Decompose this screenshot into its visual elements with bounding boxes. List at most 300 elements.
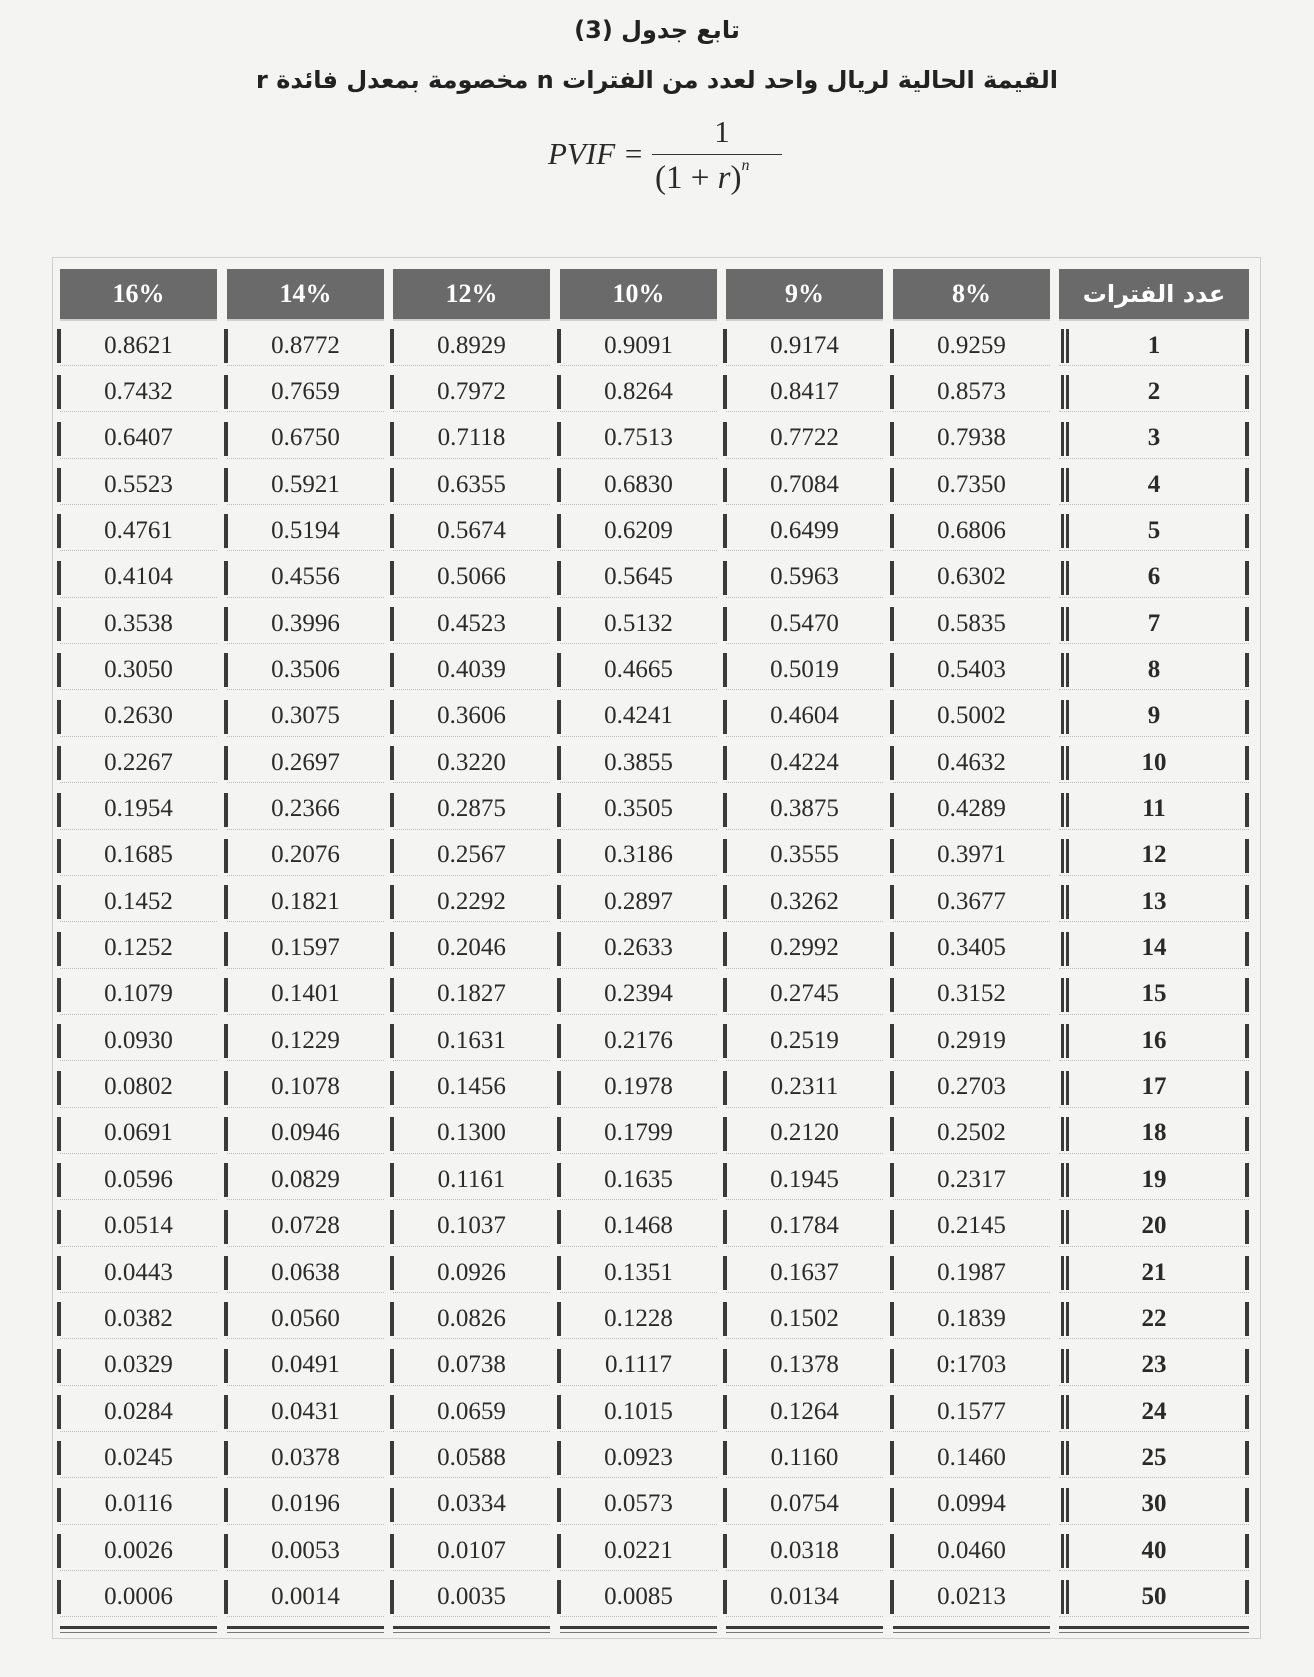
cell-border [390, 700, 394, 734]
cell-border [557, 1534, 561, 1568]
cell-border [1061, 1488, 1064, 1522]
pvif-value: 0.3875 [770, 795, 839, 822]
pvif-value-cell [560, 697, 717, 737]
cell-border [390, 1163, 394, 1197]
cell-border [723, 1580, 727, 1614]
pvif-value: 0.3555 [770, 841, 839, 869]
cell-border [224, 1071, 228, 1105]
period-value: 9 [1147, 702, 1161, 730]
cell-border [224, 746, 228, 780]
pvif-value: 0.0116 [104, 1490, 173, 1518]
cell-border [1066, 839, 1069, 873]
pvif-value: 0.2394 [604, 980, 673, 1008]
period-value: 2 [1147, 377, 1161, 405]
cell-border [224, 514, 228, 548]
pvif-value: 0.1079 [104, 980, 173, 1008]
cell-border [723, 1302, 727, 1336]
cell-border [1061, 793, 1064, 827]
pvif-value-cell [560, 1114, 717, 1154]
pvif-value-cell [393, 1485, 550, 1525]
cell-border [224, 885, 228, 919]
cell-border [1066, 978, 1069, 1012]
cell-border [1245, 1256, 1249, 1290]
pvif-value-cell [393, 1207, 550, 1247]
pvif-value-cell [60, 1068, 217, 1108]
pvif-value-cell [393, 1114, 550, 1154]
table-bottom-rule [560, 1626, 717, 1629]
period-value: 14 [1141, 934, 1167, 962]
pvif-value: 0.6750 [271, 424, 340, 452]
table-bottom-rule [1059, 1632, 1249, 1633]
cell-border [1245, 1210, 1249, 1244]
pvif-value-cell [227, 1485, 384, 1525]
pvif-value: 0.0334 [437, 1490, 506, 1518]
period-cell [1059, 419, 1249, 459]
pvif-value-cell [726, 1299, 883, 1339]
pvif-value-cell [227, 558, 384, 598]
pvif-value-cell [893, 419, 1050, 459]
den-close: ) [730, 160, 742, 196]
pvif-value-cell [227, 650, 384, 690]
cell-border [557, 514, 561, 548]
table-bottom-rule [393, 1626, 550, 1629]
pvif-value: 0.0994 [937, 1490, 1006, 1518]
cell-border [1061, 1024, 1064, 1058]
period-value: 16 [1141, 1026, 1167, 1054]
cell-border [1066, 561, 1069, 595]
period-value: 6 [1147, 563, 1161, 591]
pvif-value: 0.2919 [937, 1026, 1006, 1054]
pvif-value-cell [560, 372, 717, 412]
period-value: 22 [1141, 1304, 1167, 1332]
pvif-value-cell [893, 929, 1050, 969]
pvif-value: 0.2120 [770, 1119, 839, 1147]
cell-border [57, 422, 61, 456]
cell-border [57, 1534, 61, 1568]
cell-border [1066, 329, 1069, 363]
pvif-value: 0.0431 [271, 1397, 340, 1425]
pvif-value: 0.2992 [770, 934, 839, 962]
pvif-value-cell [893, 790, 1050, 830]
cell-border [890, 1210, 894, 1244]
pvif-value: 0.0728 [271, 1212, 340, 1240]
cell-border [890, 700, 894, 734]
pvif-value: 0.1252 [104, 934, 173, 962]
cell-border [1066, 607, 1069, 641]
pvif-value: 0.3405 [937, 934, 1006, 962]
pvif-value-cell [726, 465, 883, 505]
cell-border [57, 700, 61, 734]
period-value: 50 [1141, 1582, 1167, 1610]
cell-border [390, 1349, 394, 1383]
cell-border [1245, 978, 1249, 1012]
cell-border [390, 375, 394, 409]
pvif-value: 0.1799 [604, 1119, 673, 1147]
table-bottom-rule [560, 1632, 717, 1633]
formula-numerator: 1 [714, 114, 730, 149]
pvif-value-cell [393, 1392, 550, 1432]
pvif-value-cell [893, 465, 1050, 505]
cell-border [557, 653, 561, 687]
cell-border [57, 329, 61, 363]
pvif-value-cell [393, 836, 550, 876]
pvif-value: 0.8929 [437, 331, 506, 359]
pvif-value: 0.2697 [271, 748, 340, 776]
cell-border [1066, 1210, 1069, 1244]
pvif-value: 0.0926 [437, 1258, 506, 1286]
pvif-value: 0.5132 [604, 609, 673, 637]
cell-border [890, 885, 894, 919]
cell-border [57, 1302, 61, 1336]
period-cell [1059, 1021, 1249, 1061]
cell-border [57, 1580, 61, 1614]
pvif-value: 0.2076 [271, 841, 340, 869]
pvif-value-cell [726, 604, 883, 644]
pvif-value: 0.2366 [271, 795, 340, 822]
pvif-value-cell [893, 1577, 1050, 1617]
cell-border [390, 561, 394, 595]
pvif-value: 0.9174 [770, 331, 839, 359]
cell-border [890, 1302, 894, 1336]
pvif-value: 0.1161 [437, 1165, 506, 1193]
pvif-value-cell [393, 604, 550, 644]
cell-border [1061, 514, 1064, 548]
cell-border [1066, 375, 1069, 409]
cell-border [890, 1024, 894, 1058]
pvif-value-cell [60, 882, 217, 922]
period-value: 25 [1141, 1443, 1167, 1471]
period-value: 23 [1141, 1351, 1167, 1379]
pvif-value: 0.7118 [437, 424, 506, 452]
pvif-value: 0.4523 [437, 609, 506, 637]
pvif-value: 0.6830 [604, 470, 673, 498]
pvif-value: 0.2875 [437, 795, 506, 822]
pvif-value-cell [560, 975, 717, 1015]
cell-border [57, 1024, 61, 1058]
pvif-value-cell [227, 465, 384, 505]
cell-border [1245, 1302, 1249, 1336]
pvif-formula [540, 114, 780, 214]
pvif-value: 0.1037 [437, 1212, 506, 1240]
pvif-value: 0.5002 [937, 702, 1006, 730]
cell-border [390, 1256, 394, 1290]
pvif-value-cell [227, 1299, 384, 1339]
cell-border [557, 746, 561, 780]
cell-border [723, 793, 727, 827]
pvif-value: 0.0382 [104, 1304, 173, 1332]
cell-border [723, 1441, 727, 1475]
cell-border [390, 746, 394, 780]
pvif-value: 0.0460 [937, 1536, 1006, 1564]
cell-border [57, 561, 61, 595]
period-value: 15 [1141, 980, 1167, 1008]
pvif-value-cell [726, 1021, 883, 1061]
cell-border [57, 1210, 61, 1244]
pvif-value-cell [393, 929, 550, 969]
period-value: 20 [1141, 1212, 1167, 1240]
pvif-value-cell [60, 929, 217, 969]
cell-border [723, 422, 727, 456]
pvif-value-cell [227, 929, 384, 969]
pvif-value-cell [726, 1253, 883, 1293]
cell-border [1245, 1488, 1249, 1522]
pvif-value-cell [726, 1438, 883, 1478]
pvif-value-cell [393, 558, 550, 598]
cell-border [723, 1024, 727, 1058]
pvif-value: 0.8621 [104, 331, 173, 359]
cell-border [224, 653, 228, 687]
cell-border [723, 839, 727, 873]
page-subtitle: القيمة الحالية لريال واحد لعدد من الفترات n مخصومة بمعدل فائدة r [256, 66, 1058, 94]
pvif-value-cell [60, 1438, 217, 1478]
cell-border [1061, 1302, 1064, 1336]
pvif-value: 0.1987 [937, 1258, 1006, 1286]
period-value: 3 [1147, 424, 1161, 452]
pvif-value-cell [893, 1160, 1050, 1200]
cell-border [1245, 422, 1249, 456]
rate-column-header: 14% [227, 269, 384, 321]
cell-border [1061, 839, 1064, 873]
period-cell [1059, 1207, 1249, 1247]
cell-border [1245, 885, 1249, 919]
pvif-value-cell [893, 1346, 1050, 1386]
pvif-value-cell [560, 1160, 717, 1200]
cell-border [390, 468, 394, 502]
pvif-value-cell [60, 1299, 217, 1339]
pvif-value-cell [60, 650, 217, 690]
cell-border [1245, 514, 1249, 548]
cell-border [57, 1071, 61, 1105]
cell-border [1245, 1580, 1249, 1614]
pvif-value: 0.1264 [770, 1397, 839, 1425]
pvif-value-cell [726, 929, 883, 969]
pvif-value: 0.3505 [604, 795, 673, 822]
cell-border [390, 1395, 394, 1429]
cell-border [1061, 932, 1064, 966]
cell-border [890, 1071, 894, 1105]
pvif-value-cell [560, 1207, 717, 1247]
pvif-value-cell [393, 1438, 550, 1478]
cell-border [557, 1210, 561, 1244]
pvif-value: 0.1456 [437, 1073, 506, 1101]
pvif-value-cell [227, 1253, 384, 1293]
cell-border [890, 422, 894, 456]
pvif-value-cell [393, 790, 550, 830]
pvif-value-cell [393, 511, 550, 551]
pvif-value: 0.0802 [104, 1073, 173, 1101]
formula-lhs: PVIF = [548, 136, 644, 171]
cell-border [1066, 468, 1069, 502]
pvif-value: 0.1351 [604, 1258, 673, 1286]
cell-border [390, 1534, 394, 1568]
cell-border [723, 607, 727, 641]
cell-border [1245, 1163, 1249, 1197]
pvif-value-cell [60, 1485, 217, 1525]
pvif-value: 0:1703 [936, 1351, 1007, 1379]
pvif-value: 0.2630 [104, 702, 173, 730]
pvif-value: 0.6806 [937, 516, 1006, 544]
cell-border [1066, 1163, 1069, 1197]
cell-border [557, 422, 561, 456]
cell-border [1245, 839, 1249, 873]
pvif-value: 0.0035 [437, 1582, 506, 1610]
pvif-value-cell [227, 1021, 384, 1061]
pvif-value-cell [560, 1577, 717, 1617]
pvif-value: 0.1228 [604, 1304, 673, 1332]
pvif-value: 0.2703 [937, 1073, 1006, 1101]
cell-border [57, 375, 61, 409]
pvif-value: 0.1401 [271, 980, 340, 1008]
pvif-value-cell [893, 882, 1050, 922]
cell-border [1245, 329, 1249, 363]
pvif-value: 0.5523 [104, 470, 173, 498]
pvif-value: 0.4556 [271, 563, 340, 591]
cell-border [57, 932, 61, 966]
pvif-value: 0.3971 [937, 841, 1006, 869]
pvif-value: 0.1597 [271, 934, 340, 962]
pvif-value-cell [227, 1114, 384, 1154]
table-bottom-rule [1059, 1626, 1249, 1629]
pvif-value-cell [893, 1392, 1050, 1432]
pvif-value-cell [560, 1438, 717, 1478]
cell-border [1061, 653, 1064, 687]
cell-border [890, 1580, 894, 1614]
pvif-value-cell [560, 419, 717, 459]
period-value: 40 [1141, 1536, 1167, 1564]
pvif-value-cell [227, 1438, 384, 1478]
cell-border [390, 607, 394, 641]
rate-column-header: 9% [726, 269, 883, 321]
cell-border [890, 839, 894, 873]
pvif-value: 0.4604 [770, 702, 839, 730]
pvif-value-cell [60, 743, 217, 783]
pvif-value-cell [560, 743, 717, 783]
cell-border [1245, 1349, 1249, 1383]
pvif-value: 0.0378 [271, 1443, 340, 1471]
pvif-value: 0.0196 [271, 1490, 340, 1518]
cell-border [1245, 1534, 1249, 1568]
cell-border [557, 1024, 561, 1058]
pvif-value-cell [726, 558, 883, 598]
pvif-value-cell [560, 650, 717, 690]
cell-border [224, 1024, 228, 1058]
cell-border [1245, 607, 1249, 641]
pvif-value: 0.3075 [271, 702, 340, 730]
pvif-value: 0.4104 [104, 563, 173, 591]
cell-border [57, 746, 61, 780]
cell-border [723, 468, 727, 502]
pvif-value-cell [893, 697, 1050, 737]
pvif-value: 0.2502 [937, 1119, 1006, 1147]
period-cell [1059, 604, 1249, 644]
pvif-value: 0.7084 [770, 470, 839, 498]
cell-border [1245, 932, 1249, 966]
pvif-value-cell [893, 326, 1050, 366]
cell-border [1061, 1117, 1064, 1151]
pvif-value-cell [726, 419, 883, 459]
rate-column-header: 10% [560, 269, 717, 321]
cell-border [390, 1117, 394, 1151]
cell-border [390, 793, 394, 827]
pvif-value: 0.3677 [937, 887, 1006, 915]
period-cell [1059, 929, 1249, 969]
pvif-value-cell [60, 1531, 217, 1571]
cell-border [890, 1441, 894, 1475]
cell-border [1061, 885, 1064, 919]
cell-border [557, 700, 561, 734]
pvif-value: 0.4224 [770, 748, 839, 776]
pvif-value-cell [560, 1392, 717, 1432]
pvif-value-cell [560, 1253, 717, 1293]
pvif-value-cell [560, 1021, 717, 1061]
pvif-value: 0.0284 [104, 1397, 173, 1425]
pvif-value-cell [726, 1207, 883, 1247]
pvif-value: 0.0588 [437, 1443, 506, 1471]
table-bottom-rule [726, 1626, 883, 1629]
cell-border [723, 375, 727, 409]
pvif-value-cell [60, 326, 217, 366]
pvif-value-cell [393, 975, 550, 1015]
cell-border [557, 932, 561, 966]
cell-border [224, 1349, 228, 1383]
cell-border [390, 932, 394, 966]
cell-border [57, 1349, 61, 1383]
pvif-value-cell [393, 1346, 550, 1386]
cell-border [224, 422, 228, 456]
pvif-value-cell [60, 511, 217, 551]
formula-denominator [655, 157, 750, 197]
cell-border [557, 1395, 561, 1429]
cell-border [224, 1163, 228, 1197]
period-cell [1059, 1114, 1249, 1154]
pvif-value: 0.0560 [271, 1304, 340, 1332]
cell-border [57, 885, 61, 919]
pvif-value: 0.2176 [604, 1026, 673, 1054]
pvif-value-cell [726, 882, 883, 922]
pvif-value-cell [227, 697, 384, 737]
cell-border [1061, 1163, 1064, 1197]
pvif-value-cell [227, 372, 384, 412]
cell-border [1066, 1071, 1069, 1105]
pvif-value: 0.0738 [437, 1351, 506, 1379]
pvif-value: 0.2292 [437, 887, 506, 915]
cell-border [1061, 700, 1064, 734]
cell-border [57, 1395, 61, 1429]
cell-border [224, 1441, 228, 1475]
pvif-value-cell [560, 1531, 717, 1571]
cell-border [1066, 885, 1069, 919]
pvif-value: 0.1954 [104, 795, 173, 822]
pvif-value-cell [560, 604, 717, 644]
cell-border [557, 1302, 561, 1336]
cell-border [557, 607, 561, 641]
period-value: 21 [1141, 1258, 1167, 1286]
period-cell [1059, 1392, 1249, 1432]
period-value: 17 [1141, 1073, 1167, 1101]
pvif-value-cell [893, 743, 1050, 783]
cell-border [390, 422, 394, 456]
period-value: 7 [1147, 609, 1161, 637]
pvif-value-cell [393, 882, 550, 922]
pvif-value: 0.8264 [604, 377, 673, 405]
cell-border [224, 1580, 228, 1614]
cell-border [557, 375, 561, 409]
cell-border [1061, 468, 1064, 502]
pvif-value: 0.2311 [770, 1073, 839, 1101]
pvif-value-cell [726, 1160, 883, 1200]
cell-border [890, 607, 894, 641]
cell-border [1245, 1024, 1249, 1058]
